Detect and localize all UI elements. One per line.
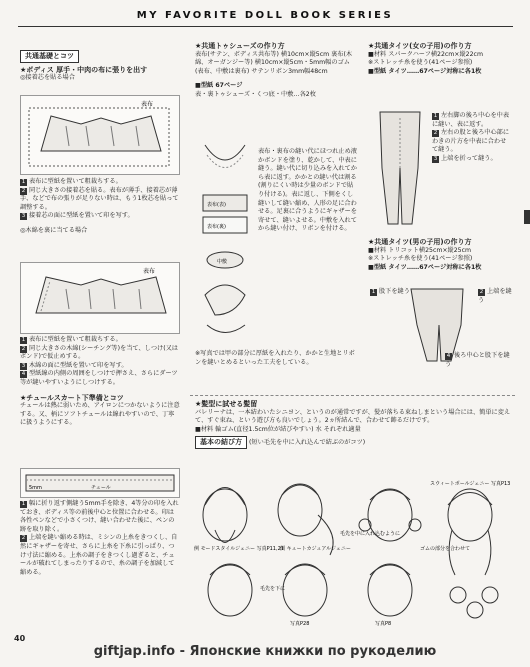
footer-watermark: giftjap.info - Японские книжки по рукоделию — [93, 644, 437, 659]
hair-illustrations — [190, 475, 515, 635]
bodice-interfacing-figure — [20, 95, 180, 175]
tulle-figure — [20, 468, 180, 498]
fig1-label: 表布 — [141, 101, 154, 108]
svg-text:毛先を中に入れ込むように: 毛先を中に入れ込むように — [340, 531, 401, 537]
tights-step-1: 1 左右脚の後ろ中心を中表に縫い、表に返す。 — [432, 112, 510, 128]
shoes-figures — [195, 135, 255, 345]
hair-text: バレリーナは、一本結わいたシニヨン、というのが通常ですが、髪が落ちる束ねしまという場合には、簡単に変えて、すぐ束ね、という遊び方も良いでしょう。2ヵ所結んで、合わせて飾るだけです。 — [195, 408, 511, 425]
tights-title: ★共通タイツ(女の子用)の作り方 — [368, 42, 472, 50]
tulle-title: ★チュールスカート下準備とコツ — [20, 393, 124, 402]
shoes-pattern-detail: 表・裏トゥシューズ・くつ底・中敷…各2枚 — [195, 90, 316, 98]
basic-sub: (短い毛先を中に入れ込んで結ぶのがコツ) — [248, 439, 366, 447]
m2-step-2: 2 同じ大きさの木綿(シーチング等)を当て、しつけ(又はボンド)で仮止めする。 — [20, 344, 178, 361]
page-number: 40 — [14, 634, 26, 643]
hair-section — [195, 400, 513, 449]
tights-step-2: 2 左右の股と後ろ中心部にわきの片方を中表に合わせて縫う。 — [432, 129, 510, 154]
tights-step-3: 3 上端を折って縫う。 — [433, 154, 497, 162]
svg-text:例 キュートカジュアルジェニー: 例 キュートカジュアルジェニー — [280, 546, 351, 552]
tulle-steps — [20, 500, 180, 577]
svg-text:例 モードスタイルジェニー 写真P11,21: 例 モードスタイルジェニー 写真P11,21 — [194, 546, 284, 552]
boy-note: ※ストレッチ糸を使う(41ページ参照) — [368, 255, 473, 263]
method2-steps — [20, 336, 180, 428]
m1-step-2: 2 同じ大きさの接着芯を貼る。表布が薄手、接着芯が薄手、などで布の張りが足りない時は、もう1枚芯を貼って調整する。 — [20, 186, 179, 211]
svg-text:写真P28: 写真P28 — [290, 621, 310, 627]
method2-label: ◎木綿を裏に当てる場合 — [20, 226, 88, 234]
svg-text:毛先を下に: 毛先を下に — [260, 586, 286, 592]
svg-text:チュール: チュール — [91, 485, 111, 491]
common-heading: 共通基礎とコツ — [20, 50, 79, 63]
left-column — [20, 50, 180, 83]
m1-step-1: 1 表布に型紙を置いて粗裁ちする。 — [21, 178, 122, 185]
right-column — [368, 42, 513, 76]
tulle-step-2: 2 上端を縫い縮める時は、ミシンの上糸をきつくし、自然にギャザーを寄せ、さらに上糸を下糸に引っぱり、つけ寸法に縮める。上糸の調子をきつくし過ぎると、チュールが破れてしまったりするので、糸の調子を加減して縮める。 — [20, 534, 178, 576]
m2-step-1: 1 表布に型紙を置いて粗裁ちする。 — [21, 336, 122, 343]
hair-material: ■材料 輪ゴム(直径1.5cm位が結びやすい) 水 それぞれ適量 — [195, 425, 361, 433]
shoes-pattern: ■型紙 67ページ — [195, 82, 243, 90]
svg-text:表布(裏): 表布(裏) — [207, 224, 226, 230]
m1-step-3: 3 接着芯の面に型紙を置いて印を写す。 — [21, 212, 134, 220]
m2-step-3: 3 木綿の面に型紙を置いて印を写す。 — [21, 361, 128, 369]
tights-steps — [432, 112, 512, 164]
tights-material: ■材料 スパークハーフ横22cm×縦22cm — [368, 50, 483, 58]
hair-title: ★髪型に試せる髪留 — [195, 400, 258, 408]
basic-title: 基本の結び方 — [195, 436, 247, 449]
top-rule — [18, 26, 513, 27]
tulle-step-1: 1 幅に折り返す側縫う5mm手を除き、4等分の印を入れておき、ボディス等の前後中心と位置に合わせる。印は各性ペンなどで小さくつけ、縫い合わせた後に、ペンの跡を取り除く。 — [20, 500, 179, 533]
boy-step-1: 1 股下を縫う — [371, 288, 410, 295]
boy-step-2: 2 上端を縫う — [478, 288, 512, 304]
boy-step-3: 4 後ろ中心と股下を縫う — [445, 352, 510, 368]
edge-tab — [524, 210, 530, 224]
svg-text:ゴムの部分を合わせて: ゴムの部分を合わせて — [420, 546, 471, 552]
svg-text:5mm: 5mm — [29, 485, 42, 491]
method1-steps — [20, 178, 180, 236]
shoes-title: ★共通トゥシューズの作り方 — [195, 42, 285, 50]
m2-step-4: 4 型紙線の内側の周囲をしつけで押さえ、さらにダーツ等が縫いやすいようにしつけする。 — [20, 370, 178, 386]
svg-text:中敷: 中敷 — [217, 259, 228, 265]
hair-divider — [190, 395, 515, 396]
shoes-materials: 表布(サテン、ボディス共布等) 横10cm×縦5cm 裏布(木綿、オーガンジー等) 横10cm×縦5cm・5mm幅のゴム(表布、中敷は裏布) サテンリボン3mm幅48cm — [195, 50, 353, 75]
series-title: MY FAVORITE DOLL BOOK SERIES — [136, 10, 394, 21]
boy-material: ■材料 トリコット横25cm×縦25cm — [368, 246, 472, 254]
boy-tights-title: ★共通タイツ(男の子用)の作り方 — [368, 238, 472, 246]
boy-pattern: ■型紙 タイツ……67ページ対称に各1枚 — [368, 263, 482, 271]
method1-label: ◎接着芯を貼る場合 — [20, 74, 75, 82]
svg-text:スウィートボールジェニー 写真P13: スウィートボールジェニー 写真P13 — [430, 481, 511, 487]
fig2-label: 表布 — [143, 268, 156, 275]
boy-tights-header — [368, 238, 513, 272]
svg-text:表布(表): 表布(表) — [207, 202, 226, 208]
tights-pattern: ■型紙 タイツ……67ページ対称に各1枚 — [368, 67, 482, 75]
bodice-title: ★ボディス 厚手・中肉の布に張りを出す — [20, 65, 148, 74]
tights-note: ※ストレッチ糸を使う(41ページ参照) — [368, 59, 473, 67]
svg-text:写真P8: 写真P8 — [375, 621, 392, 627]
girl-tights-figure — [372, 108, 428, 228]
shoes-note: ※写真では甲の部分に厚紙を入れたり、かかと生地とリボンを縫いとめるといった工夫をしている。 — [195, 350, 355, 366]
tulle-text: チュールは熱に弱いため、アイロンにつかないように注意する。又、柄にソフトチュールは線れやすいので、丁寧に扱うようにする。 — [20, 402, 180, 427]
middle-column — [195, 42, 355, 100]
bodice-cotton-figure — [20, 262, 180, 334]
shoes-text: 表布・裏布の縫い代にほつれ止め液かボンドを塗り、乾かして、中表に縫う。縫い代に切り込みを入れてから表に返す。かかとの縫い代は割る(割りにくい時は少量のボンドで貼り付ける)。表に返し、下側をくし縫いして縫い縮め、人形の足に合わせる。足裏に合うようにギャザーを寄せて、縫いよせる。中敷を入れてから縫い付け、リボンを付ける。 — [258, 148, 357, 233]
